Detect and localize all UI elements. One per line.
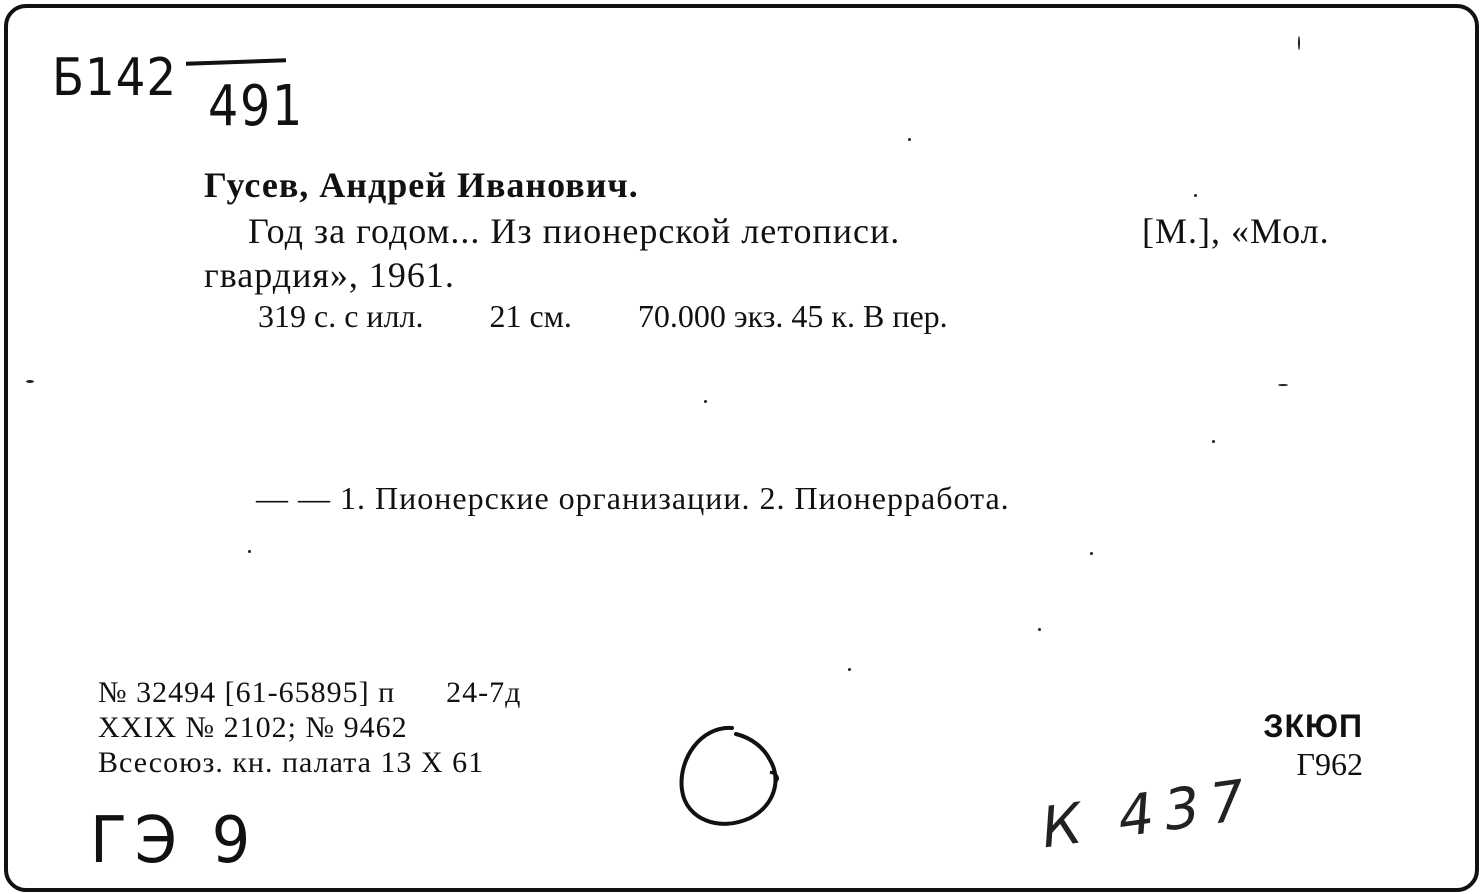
title-line-2: гвардия», 1961. — [204, 255, 455, 295]
classification-code-1: ЗКЮП — [1263, 708, 1363, 744]
collation-size: 21 см. — [489, 298, 572, 334]
scan-speck — [248, 550, 251, 553]
scan-speck — [908, 138, 911, 141]
scan-speck — [1212, 440, 1215, 443]
hand-drawn-circle-mark — [670, 720, 790, 836]
subject-headings: — — 1. Пионерские организации. 2. Пионерработа. — [256, 480, 1010, 516]
registration-line-1: № 32494 [61-65895] п 24-7д — [98, 676, 522, 709]
handwritten-note-left: ГЭ 9 — [90, 804, 258, 878]
scan-speck — [1298, 36, 1300, 50]
handwritten-note-right: К 437 — [1039, 766, 1257, 863]
scan-speck — [1278, 384, 1288, 386]
catalog-card — [4, 4, 1479, 892]
registration-line-2: XXIX № 2102; № 9462 — [98, 711, 408, 744]
shelfmark-overline — [186, 58, 286, 65]
imprint-start: [М.], «Мол. — [1142, 211, 1330, 251]
scan-speck — [1194, 194, 1197, 197]
collation-edition: 70.000 экз. 45 к. В пер. — [637, 298, 948, 334]
scan-speck — [704, 400, 707, 403]
scan-speck — [1038, 628, 1041, 631]
shelfmark-top: Б142 — [52, 48, 178, 108]
classification-code-2: Г962 — [1296, 746, 1363, 782]
scan-speck — [1090, 552, 1093, 555]
collation-pages: 319 с. с илл. — [258, 298, 424, 334]
scan-speck — [26, 380, 34, 383]
author-heading: Гусев, Андрей Иванович. — [204, 165, 639, 205]
title-line-1: Год за годом... Из пионерской летописи. — [248, 211, 901, 251]
scan-speck — [848, 668, 851, 671]
registration-line-3: Всесоюз. кн. палата 13 X 61 — [98, 746, 485, 779]
collation-line — [258, 298, 948, 335]
shelfmark-bottom: 491 — [208, 74, 304, 139]
